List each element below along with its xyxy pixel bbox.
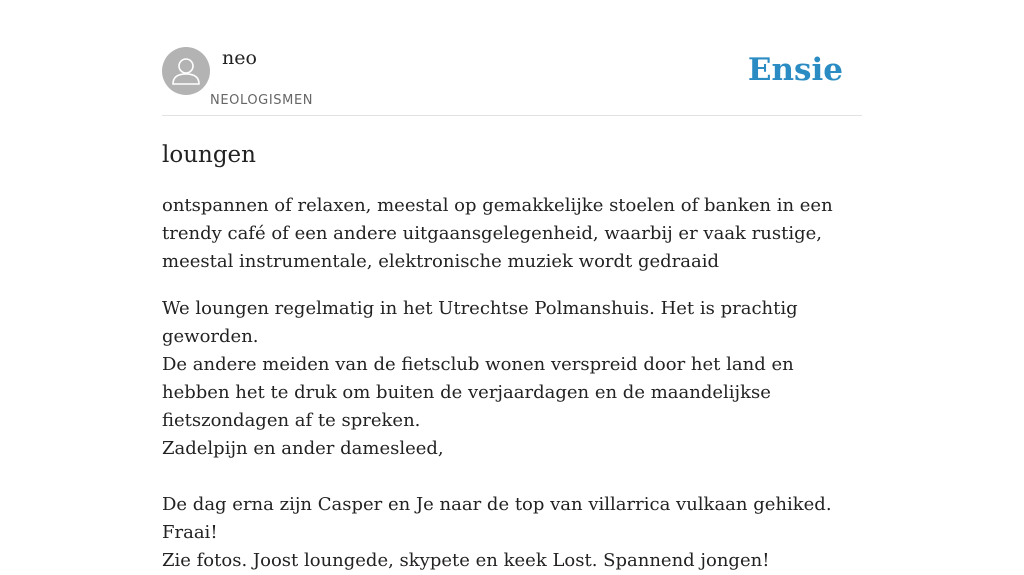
entry-card <box>162 0 862 575</box>
example-line: Zie fotos. Joost loungede, skypete en keek Lost. Spannend jongen! <box>162 550 770 571</box>
username-link[interactable]: neo <box>222 47 257 69</box>
example-line: De andere meiden van de fietsclub wonen verspreid door het land en hebben het te druk om buiten de verjaardagen en de maandelijkse fietszondagen af te spreken. <box>162 354 794 431</box>
example-blank-line <box>162 463 862 491</box>
entry-header <box>162 0 862 116</box>
entry-definition: ontspannen of relaxen, meestal op gemakkelijke stoelen of banken in een trendy café of een andere uitgaansgelegenheid, waarbij er vaak rustige, meestal instrumentale, elektronische muziek wordt gedraaid <box>162 195 833 272</box>
user-silhouette-icon <box>162 47 210 95</box>
entry-title: loungen <box>162 142 256 168</box>
example-line: De dag erna zijn Casper en Je naar de top van villarrica vulkaan gehiked. Fraai! <box>162 494 832 543</box>
brand-logo[interactable]: Ensie <box>747 52 843 88</box>
category-link[interactable]: NEOLOGISMEN <box>210 93 314 108</box>
avatar[interactable] <box>162 47 210 95</box>
entry-example <box>162 295 862 575</box>
example-line: Zadelpijn en ander damesleed, <box>162 438 444 459</box>
example-line: We loungen regelmatig in het Utrechtse Polmanshuis. Het is prachtig geworden. <box>162 298 798 347</box>
